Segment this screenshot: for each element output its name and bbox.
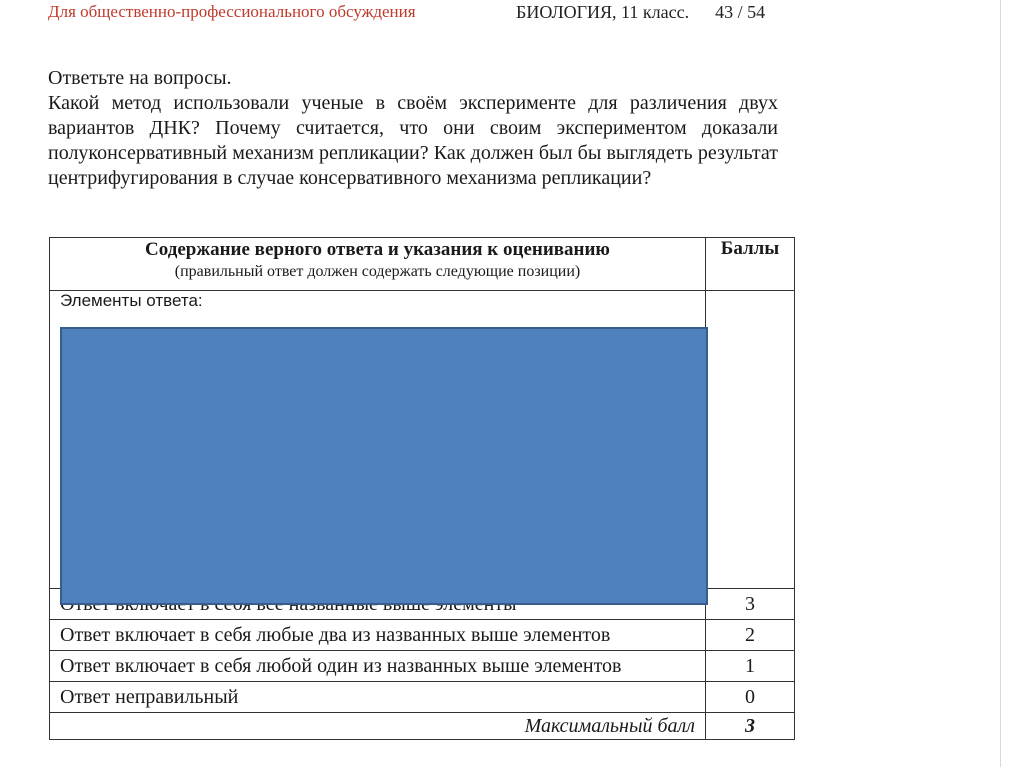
header-subject [516, 2, 765, 23]
criterion-text: Ответ включает в себя любые два из названных выше элементов [50, 620, 706, 651]
question-block [48, 66, 778, 191]
table-row [50, 682, 795, 713]
table-row [50, 651, 795, 682]
subject-label: БИОЛОГИЯ, 11 класс. [516, 2, 690, 22]
header-discussion-note: Для общественно-профессионального обсуждения [48, 2, 416, 21]
max-score-label: Максимальный балл [50, 713, 706, 740]
answer-cover-rectangle [60, 327, 708, 605]
criterion-score: 3 [706, 589, 795, 620]
header-score: Баллы [706, 238, 795, 291]
page-counter: 43 / 54 [715, 2, 766, 22]
page-edge [1000, 0, 1001, 767]
header-main-text: Содержание верного ответа и указания к оцениванию [145, 239, 610, 260]
table-header-row [50, 238, 795, 291]
criterion-score: 1 [706, 651, 795, 682]
criterion-text: Ответ неправильный [50, 682, 706, 713]
header-sub-text: (правильный ответ должен содержать следующие позиции) [174, 263, 581, 280]
table-row [50, 620, 795, 651]
criterion-score: 2 [706, 620, 795, 651]
criterion-text: Ответ включает в себя любой один из названных выше элементов [50, 651, 706, 682]
question-text: Какой метод использовали ученые в своём эксперименте для различения двух вариантов ДНК? Почему считается, что они своим экспериментом доказали полуконсервативный механизм репликации? Как должен был бы выглядеть результат центрифугирования в случае консервативного механизма репликации? [48, 92, 778, 189]
header-answer-content [50, 238, 706, 291]
max-score-value: 3 [706, 713, 795, 740]
max-score-row [50, 713, 795, 740]
question-title: Ответьте на вопросы. [48, 67, 232, 89]
criterion-score: 0 [706, 682, 795, 713]
answer-elements-label: Элементы ответа: [60, 291, 203, 310]
answer-elements-score-cell [706, 291, 795, 589]
